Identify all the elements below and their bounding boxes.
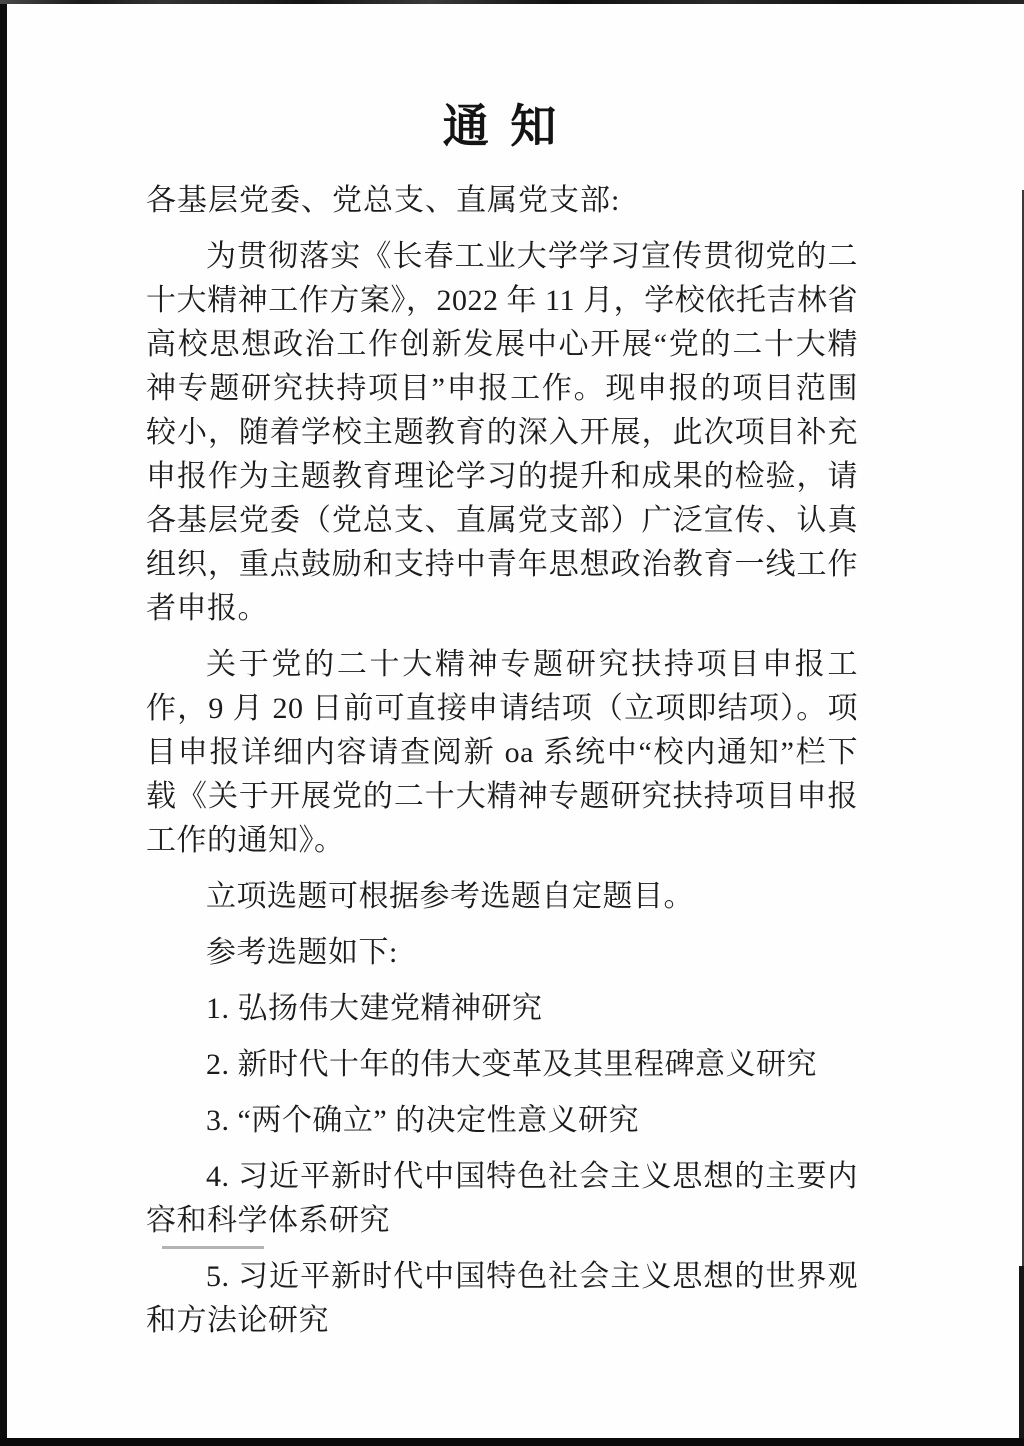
notice-document: [146, 98, 858, 1343]
salutation-line: 各基层党委、党总支、直属党支部:: [146, 184, 621, 217]
reference-topic-2: 2. 新时代十年的伟大变革及其里程碑意义研究: [206, 1048, 817, 1081]
reference-topic-5: 5. 习近平新时代中国特色社会主义思想的世界观和方法论研究: [146, 1260, 858, 1337]
paragraph-topic-note: 立项选题可根据参考选题自定题目。: [206, 880, 694, 913]
paragraph-application-deadline: 关于党的二十大精神专题研究扶持项目申报工作，9 月 20 日前可直接申请结项（立项即结项）。项目申报详细内容请查阅新 oa 系统中“校内通知”栏下载《关于开展党的二十大精神专题研究扶持项目申报工作的通知》。: [146, 648, 858, 857]
scan-artifact-top-edge: [0, 0, 1024, 4]
scan-artifact-bottom-edge: [0, 1438, 1024, 1446]
reference-topic-4: 4. 习近平新时代中国特色社会主义思想的主要内容和科学体系研究: [146, 1160, 858, 1237]
reference-topic-1: 1. 弘扬伟大建党精神研究: [206, 992, 543, 1025]
paragraph-background: 为贯彻落实《长春工业大学学习宣传贯彻党的二十大精神工作方案》，2022 年 11 月，学校依托吉林省高校思想政治工作创新发展中心开展“党的二十大精神专题研究扶持项目”申报工作。现申报的项目范围较小，随着学校主题教育的深入开展，此次项目补充申报作为主题教育理论学习的提升和成果的检验，请各基层党委（党总支、直属党支部）广泛宣传、认真组织，重点鼓励和支持中青年思想政治教育一线工作者申报。: [146, 240, 858, 625]
paragraph-topics-intro: 参考选题如下:: [206, 936, 398, 969]
scan-artifact-right-corner: [1019, 1266, 1024, 1446]
scan-artifact-left-edge: [0, 4, 7, 1446]
reference-topic-3: 3. “两个确立” 的决定性意义研究: [206, 1104, 640, 1137]
notice-title: 通 知: [442, 101, 562, 152]
